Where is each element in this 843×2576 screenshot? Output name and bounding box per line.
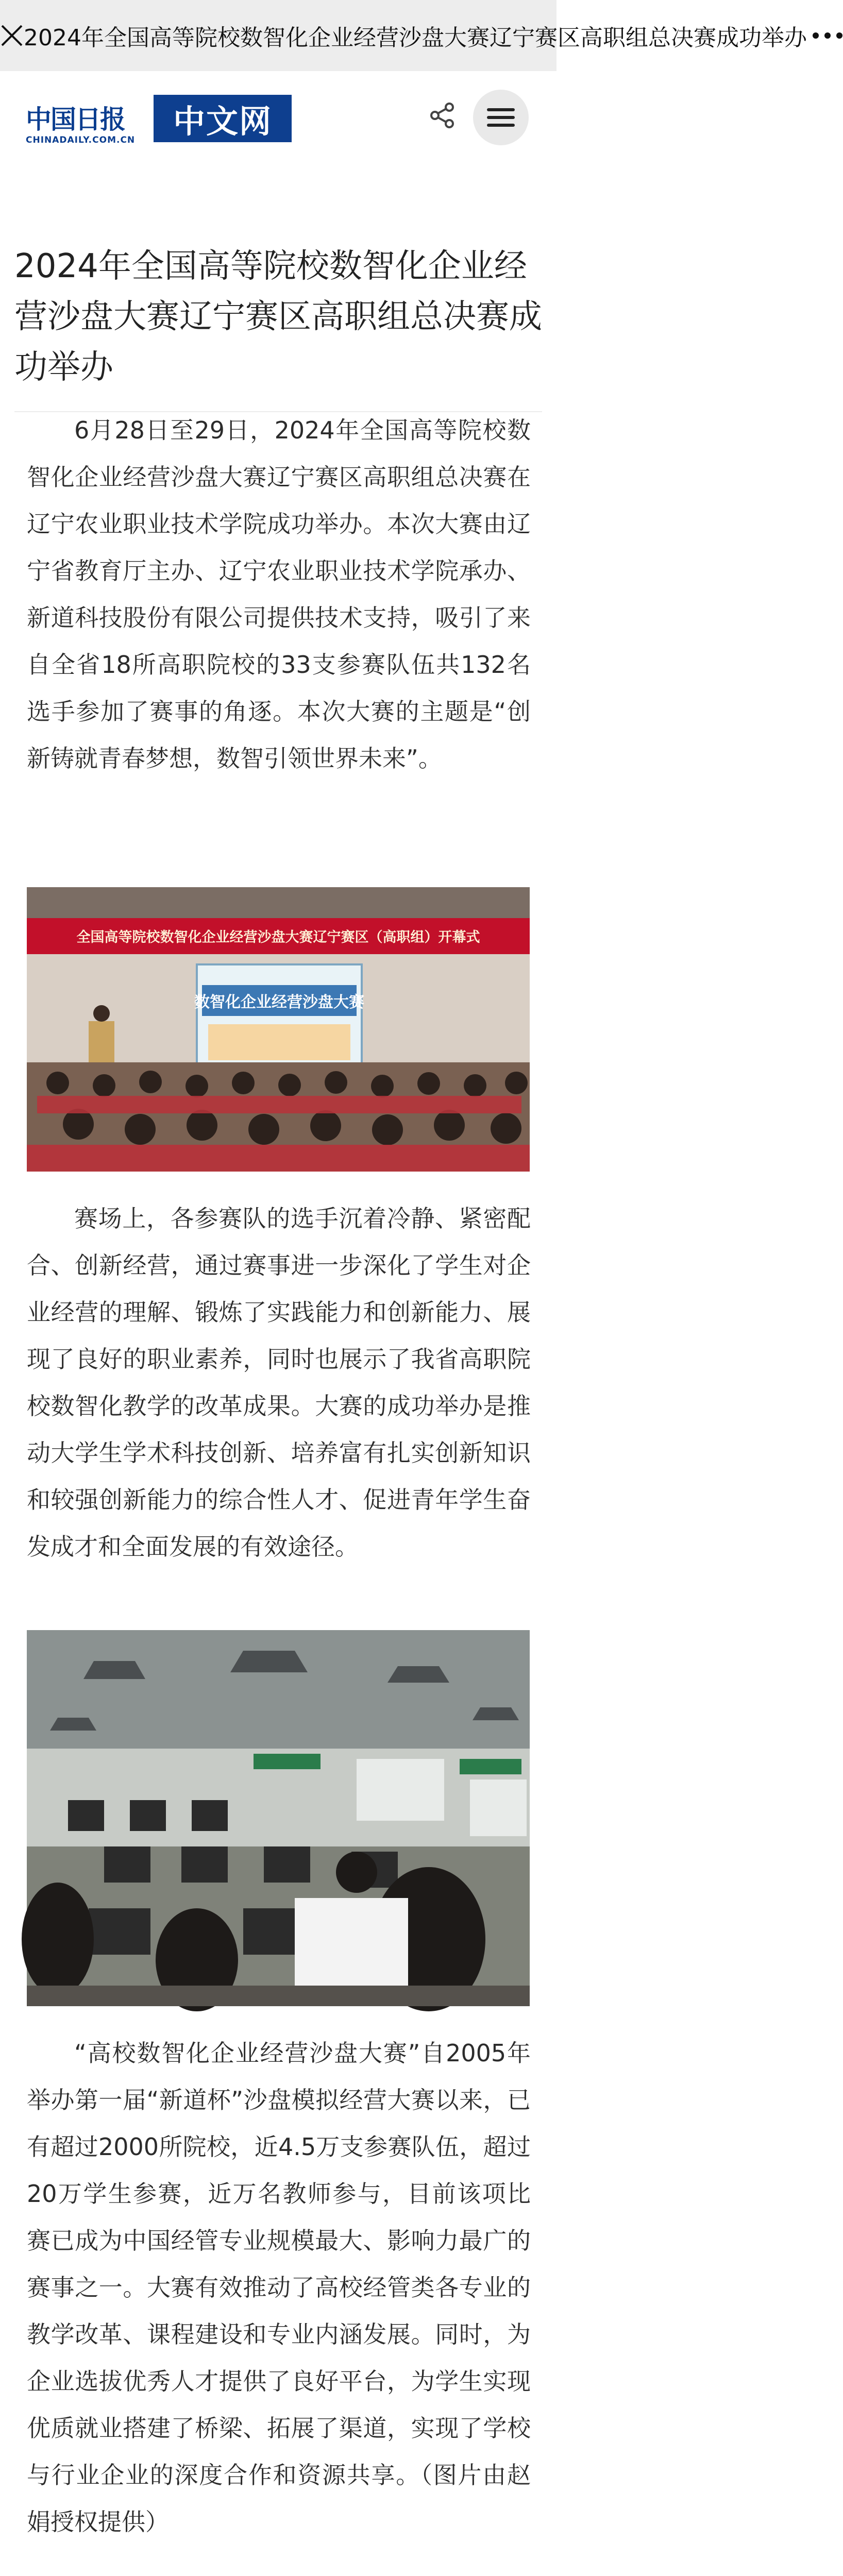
article-paragraph-1: 6月28日至29日，2024年全国高等院校数智化企业经营沙盘大赛辽宁赛区高职组总决赛在辽宁农业职业技术学院成功举办。本次大赛由辽宁省教育厅主办、辽宁农业职业技术学院承办、新道科技股份有限公司提供技术支持，吸引了来自全省18所高职院校的33支参赛队伍共132名选手参加了赛事的角逐。本次大赛的主题是“创新铸就青春梦想，数智引领世界未来”。 (27, 416, 531, 772)
more-button[interactable] (812, 0, 843, 71)
site-header (0, 71, 557, 174)
top-nav-bar (0, 0, 807, 71)
article-title: 2024年全国高等院校数智化企业经营沙盘大赛辽宁赛区高职组总决赛成功举办 (14, 247, 542, 386)
close-button[interactable] (0, 0, 24, 71)
article-paragraph-3: “高校数智化企业经营沙盘大赛”自2005年举办第一届“新道杯”沙盘模拟经营大赛以来，已有超过2000所院校，近4.5万支参赛队伍，超过20万学生参赛，近万名教师参与，目前该项比赛已成为中国经管专业规模最大、影响力最广的赛事之一。大赛有效推动了高校经管类各专业的教学改革、课程建设和专业内涵发展。同时，为企业选拔优秀人才提供了良好平台，为学生实现优质就业搭建了桥梁、拓展了渠道，实现了学校与行业企业的深度合作和资源共享。（图片由赵娟授权提供） (27, 2039, 531, 2536)
opening-ceremony-illustration (27, 887, 530, 1172)
logo-chinese-web: 中文网 (154, 95, 292, 142)
banner-text: 全国高等院校数智化企业经营沙盘大赛辽宁赛区（高职组）开幕式 (76, 929, 480, 945)
menu-button[interactable] (473, 90, 529, 145)
share-icon (428, 101, 457, 130)
screen-text: 数智化企业经营沙盘大赛 (194, 993, 364, 1011)
logo-domain: CHINADAILY.COM.CN (26, 135, 136, 145)
window-title: 2024年全国高等院校数智化企业经营沙盘大赛辽宁赛区高职组总决赛成功举办 (24, 25, 807, 51)
share-button[interactable] (423, 96, 462, 135)
close-icon (0, 24, 24, 47)
more-icon (812, 32, 843, 39)
article-paragraph-2: 赛场上，各参赛队的选手沉着冷静、紧密配合、创新经营，通过赛事进一步深化了学生对企业经营的理解、锻炼了实践能力和创新能力、展现了良好的职业素养，同时也展示了我省高职院校数智化教学的改革成果。大赛的成功举办是推动大学生学术科技创新、培养富有扎实创新知识和较强创新能力的综合性人才、促进青年学生奋发成才和全面发展的有效途径。 (27, 1205, 531, 1561)
hamburger-menu-icon (487, 107, 515, 128)
logo-china-daily: 中国日报 (26, 104, 125, 134)
competition-room-illustration (27, 1630, 530, 2006)
site-logo[interactable] (26, 92, 294, 148)
photo-opening-ceremony (27, 887, 530, 1172)
photo-competition-room (27, 1630, 530, 2006)
